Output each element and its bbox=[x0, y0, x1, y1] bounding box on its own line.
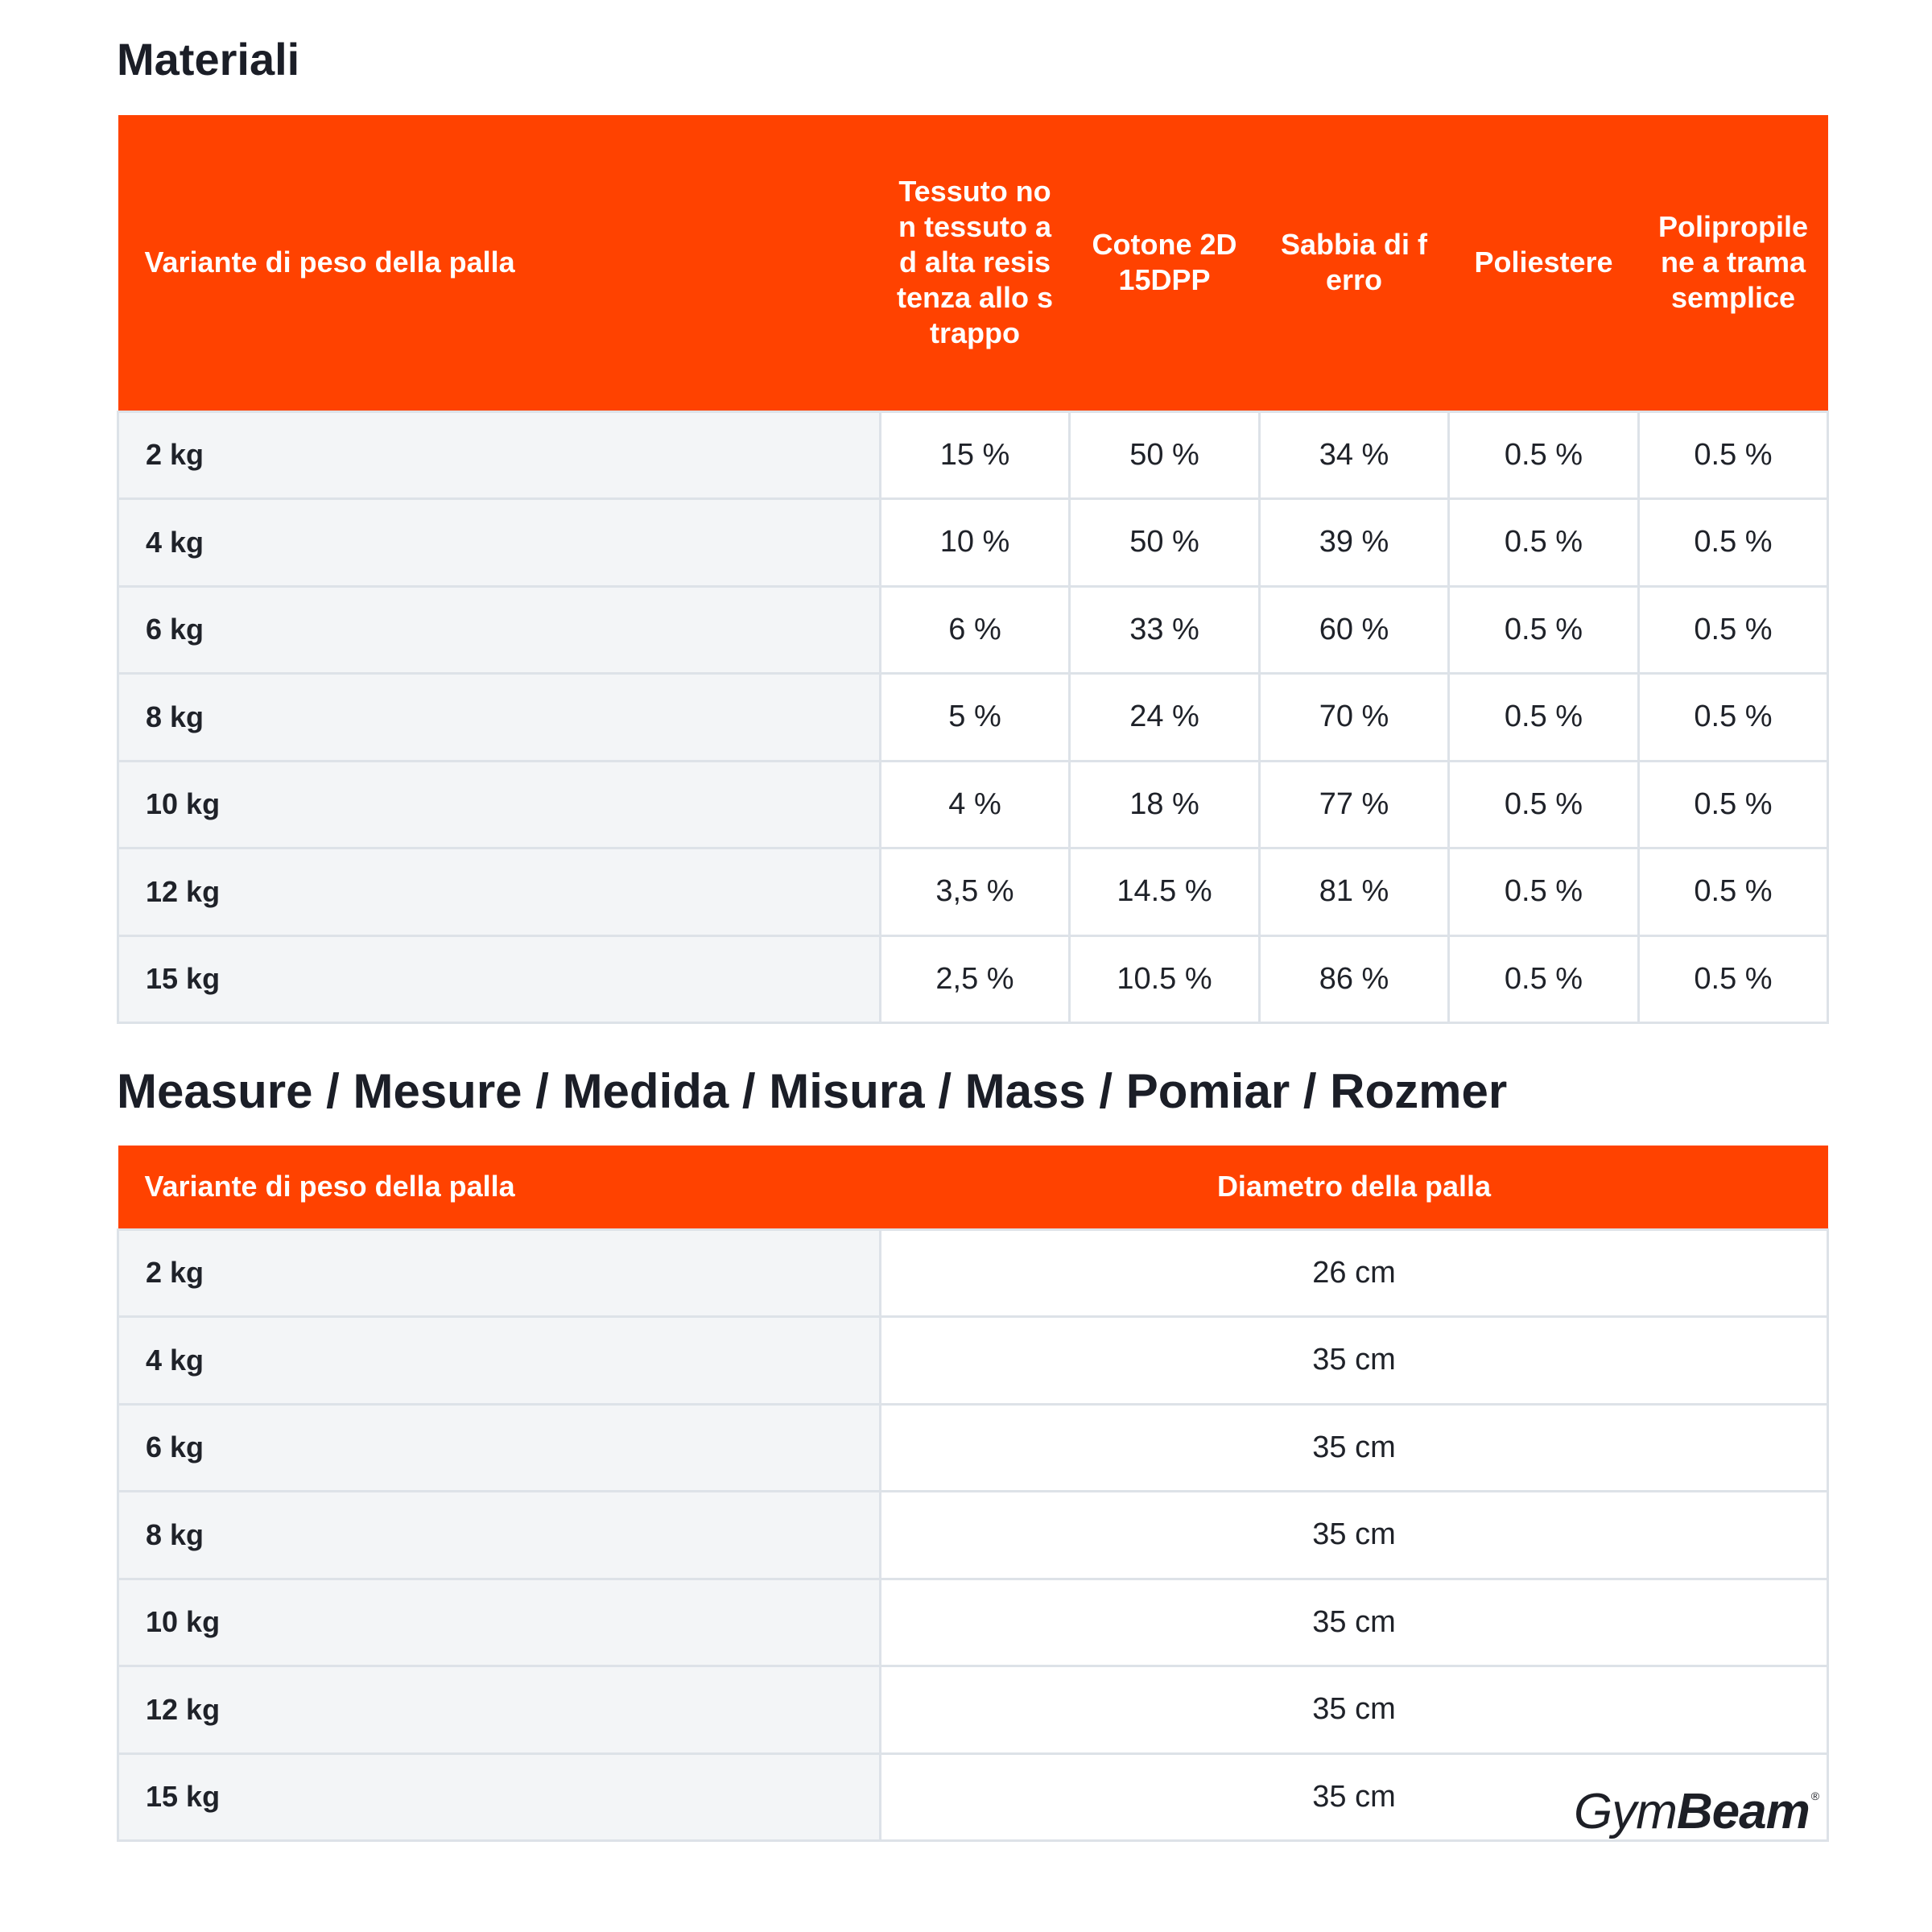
diameter-cell: 35 cm bbox=[881, 1492, 1828, 1579]
value-cell: 0.5 % bbox=[1639, 761, 1828, 848]
table-row bbox=[118, 586, 1828, 674]
weight-cell: 15 kg bbox=[118, 935, 881, 1023]
weight-cell: 10 kg bbox=[118, 761, 881, 848]
weight-cell: 8 kg bbox=[118, 674, 881, 762]
value-cell: 0.5 % bbox=[1449, 499, 1639, 587]
weight-cell: 12 kg bbox=[118, 848, 881, 936]
value-cell: 60 % bbox=[1260, 586, 1449, 674]
header-polypropylene: Polipropilene a trama semplice bbox=[1639, 115, 1828, 411]
value-cell: 0.5 % bbox=[1449, 411, 1639, 499]
diameter-cell: 35 cm bbox=[881, 1753, 1828, 1841]
value-cell: 77 % bbox=[1260, 761, 1449, 848]
value-cell: 0.5 % bbox=[1639, 411, 1828, 499]
value-cell: 50 % bbox=[1070, 499, 1260, 587]
weight-cell: 2 kg bbox=[118, 1229, 881, 1317]
diameter-cell: 26 cm bbox=[881, 1229, 1828, 1317]
table-row bbox=[118, 761, 1828, 848]
value-cell: 0.5 % bbox=[1449, 848, 1639, 936]
value-cell: 0.5 % bbox=[1639, 674, 1828, 762]
value-cell: 0.5 % bbox=[1449, 761, 1639, 848]
value-cell: 24 % bbox=[1070, 674, 1260, 762]
header-iron-sand: Sabbia di ferro bbox=[1260, 115, 1449, 411]
weight-cell: 6 kg bbox=[118, 1404, 881, 1492]
value-cell: 6 % bbox=[881, 586, 1070, 674]
table-row bbox=[118, 499, 1828, 587]
registered-mark-icon: ® bbox=[1810, 1790, 1819, 1802]
diameter-cell: 35 cm bbox=[881, 1579, 1828, 1666]
value-cell: 14.5 % bbox=[1070, 848, 1260, 936]
weight-cell: 8 kg bbox=[118, 1492, 881, 1579]
logo-text-beam: Beam bbox=[1676, 1784, 1810, 1839]
measure-header-row bbox=[118, 1146, 1828, 1229]
table-row bbox=[118, 1492, 1828, 1579]
value-cell: 86 % bbox=[1260, 935, 1449, 1023]
value-cell: 50 % bbox=[1070, 411, 1260, 499]
weight-cell: 15 kg bbox=[118, 1753, 881, 1841]
value-cell: 3,5 % bbox=[881, 848, 1070, 936]
materials-title: Materiali bbox=[117, 34, 300, 85]
header-nonwoven: Tessuto non tessuto ad alta resistenza allo strappo bbox=[881, 115, 1070, 411]
materials-table bbox=[117, 115, 1829, 1024]
table-row bbox=[118, 1579, 1828, 1666]
value-cell: 0.5 % bbox=[1639, 935, 1828, 1023]
value-cell: 34 % bbox=[1260, 411, 1449, 499]
table-row bbox=[118, 1666, 1828, 1754]
value-cell: 5 % bbox=[881, 674, 1070, 762]
value-cell: 39 % bbox=[1260, 499, 1449, 587]
weight-cell: 12 kg bbox=[118, 1666, 881, 1754]
diameter-cell: 35 cm bbox=[881, 1666, 1828, 1754]
header-polyester: Poliestere bbox=[1449, 115, 1639, 411]
header-cotton: Cotone 2D 15DPP bbox=[1070, 115, 1260, 411]
table-row bbox=[118, 674, 1828, 762]
materials-header-row bbox=[118, 115, 1828, 411]
value-cell: 33 % bbox=[1070, 586, 1260, 674]
table-row bbox=[118, 1753, 1828, 1841]
value-cell: 18 % bbox=[1070, 761, 1260, 848]
value-cell: 0.5 % bbox=[1449, 674, 1639, 762]
value-cell: 10.5 % bbox=[1070, 935, 1260, 1023]
value-cell: 10 % bbox=[881, 499, 1070, 587]
value-cell: 81 % bbox=[1260, 848, 1449, 936]
table-row bbox=[118, 411, 1828, 499]
gymbeam-logo bbox=[1574, 1784, 1819, 1839]
header-weight-variant: Variante di peso della palla bbox=[118, 1146, 881, 1229]
weight-cell: 4 kg bbox=[118, 1317, 881, 1405]
table-row bbox=[118, 1229, 1828, 1317]
weight-cell: 4 kg bbox=[118, 499, 881, 587]
value-cell: 0.5 % bbox=[1449, 935, 1639, 1023]
logo-text-gym: Gym bbox=[1574, 1784, 1677, 1839]
header-weight-variant: Variante di peso della palla bbox=[118, 115, 881, 411]
header-diameter: Diametro della palla bbox=[881, 1146, 1828, 1229]
table-row bbox=[118, 935, 1828, 1023]
table-row bbox=[118, 848, 1828, 936]
diameter-cell: 35 cm bbox=[881, 1404, 1828, 1492]
value-cell: 0.5 % bbox=[1639, 586, 1828, 674]
weight-cell: 2 kg bbox=[118, 411, 881, 499]
table-row bbox=[118, 1317, 1828, 1405]
value-cell: 2,5 % bbox=[881, 935, 1070, 1023]
value-cell: 70 % bbox=[1260, 674, 1449, 762]
value-cell: 4 % bbox=[881, 761, 1070, 848]
weight-cell: 6 kg bbox=[118, 586, 881, 674]
value-cell: 0.5 % bbox=[1639, 848, 1828, 936]
value-cell: 0.5 % bbox=[1449, 586, 1639, 674]
measure-title: Measure / Mesure / Medida / Misura / Mass / Pomiar / Rozmer bbox=[117, 1064, 1508, 1118]
value-cell: 0.5 % bbox=[1639, 499, 1828, 587]
value-cell: 15 % bbox=[881, 411, 1070, 499]
diameter-cell: 35 cm bbox=[881, 1317, 1828, 1405]
table-row bbox=[118, 1404, 1828, 1492]
weight-cell: 10 kg bbox=[118, 1579, 881, 1666]
measure-table bbox=[117, 1146, 1829, 1842]
